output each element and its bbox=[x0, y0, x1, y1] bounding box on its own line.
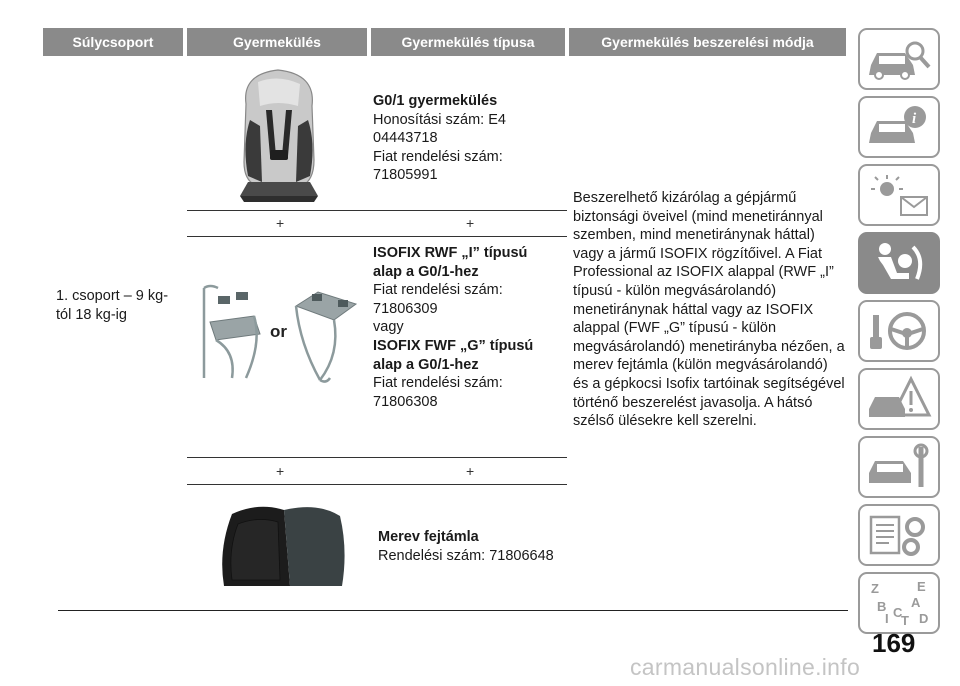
svg-text:i: i bbox=[912, 111, 917, 127]
seat1-approval-label: Honosítási szám: E4 bbox=[373, 111, 506, 128]
separator-line bbox=[187, 457, 567, 458]
plus-sign: + bbox=[466, 463, 475, 479]
bottom-rule bbox=[58, 610, 848, 611]
weight-group-text: 1. csoport – 9 kg-tól 18 kg-ig bbox=[56, 288, 169, 323]
index-letter: I bbox=[885, 611, 889, 626]
isofix-rwf-title: ISOFIX RWF „I” típusú alap a G0/1-hez bbox=[373, 245, 528, 280]
separator-line bbox=[187, 210, 567, 211]
separator-line bbox=[187, 236, 567, 237]
tab-car-search[interactable] bbox=[858, 28, 940, 90]
child-seat-image bbox=[232, 64, 326, 204]
header-seat-type: Gyermekülés típusa bbox=[371, 28, 565, 56]
specs-gear-icon bbox=[865, 511, 933, 559]
index-letter: T bbox=[901, 613, 909, 627]
seat1-title: G0/1 gyermekülés bbox=[373, 93, 498, 109]
isofix-rwf-base-image bbox=[196, 282, 268, 382]
watermark-text: carmanualsonline.info bbox=[630, 654, 861, 680]
page-number: 169 bbox=[872, 628, 916, 658]
backrest-title: Merev fejtámla bbox=[378, 529, 479, 545]
header-child-seat: Gyermekülés bbox=[187, 28, 367, 56]
road-warning-icon bbox=[865, 375, 933, 423]
backrest-description bbox=[378, 528, 563, 565]
header-weight-group: Súlycsoport bbox=[43, 28, 183, 56]
isofix-description bbox=[373, 244, 558, 411]
index-letter: Z bbox=[871, 581, 879, 596]
index-letter: C bbox=[893, 605, 903, 620]
plus-sign: + bbox=[466, 215, 475, 231]
index-letter: A bbox=[911, 595, 921, 610]
isofix-fwf-order-number: 71806308 bbox=[373, 393, 438, 410]
index-letter: B bbox=[877, 599, 887, 614]
tab-warning-lights[interactable] bbox=[858, 164, 940, 226]
tab-alphabetical-index[interactable] bbox=[858, 572, 940, 634]
car-maintenance-icon bbox=[865, 443, 933, 491]
seat1-description bbox=[373, 92, 558, 185]
tab-road-warning[interactable] bbox=[858, 368, 940, 430]
isofix-fwf-title: ISOFIX FWF „G” típusú alap a G0/1-hez bbox=[373, 337, 534, 373]
index-letter: E bbox=[917, 579, 926, 594]
seat1-approval-number: 04443718 bbox=[373, 130, 438, 147]
warning-light-icon bbox=[865, 171, 933, 219]
car-search-icon bbox=[865, 35, 933, 83]
key-steering-icon bbox=[865, 307, 933, 355]
tab-key-steering[interactable] bbox=[858, 300, 940, 362]
tab-car-maintenance[interactable] bbox=[858, 436, 940, 498]
plus-sign: + bbox=[276, 463, 285, 479]
rigid-backrest-image bbox=[218, 500, 348, 586]
tab-seat-safety[interactable] bbox=[858, 232, 940, 294]
plus-sign: + bbox=[276, 215, 285, 231]
isofix-fwf-order-label: Fiat rendelési szám: bbox=[373, 375, 503, 392]
alphabet-index-icon bbox=[865, 579, 933, 627]
or-label: or bbox=[270, 322, 287, 341]
tab-car-info[interactable] bbox=[858, 96, 940, 158]
seat1-order-label: Fiat rendelési szám: bbox=[373, 148, 503, 165]
seat-safety-icon bbox=[865, 239, 933, 287]
backrest-order-number: Rendelési szám: 71806648 bbox=[378, 547, 554, 564]
isofix-fwf-base-image bbox=[290, 284, 362, 384]
isofix-rwf-order-number: 71806309 bbox=[373, 300, 438, 317]
isofix-rwf-order-label: Fiat rendelési szám: bbox=[373, 282, 503, 299]
installation-text: Beszerelhető kizárólag a gépjármű biztonsági öveivel (mind menetiránnyal szemben, mind menetiránynak háttal) vagy a jármű ISOFIX rögzítőivel. A Fiat Professional az ISOFIX alappal (RWF „I” típusú - külön megvásárolandó) menetiránynak háttal vagy az ISOFIX alappal (FWF „G” típusú - külön megvásárolandó) menetirányba nézően, a merev fejtámla (külön megvásárolandó) és a gépkocsi Isofix tartóinak segítségével történő beszerelést javasolja. A hátsó szélső ülésekre kell szerelni. bbox=[573, 190, 845, 430]
header-installation: Gyermekülés beszerelési módja bbox=[569, 28, 846, 56]
index-letter: D bbox=[919, 611, 929, 626]
isofix-or-text: vagy bbox=[373, 319, 404, 336]
seat1-order-number: 71805991 bbox=[373, 167, 438, 184]
tab-specifications[interactable] bbox=[858, 504, 940, 566]
car-info-icon bbox=[865, 103, 933, 151]
separator-line bbox=[187, 484, 567, 485]
